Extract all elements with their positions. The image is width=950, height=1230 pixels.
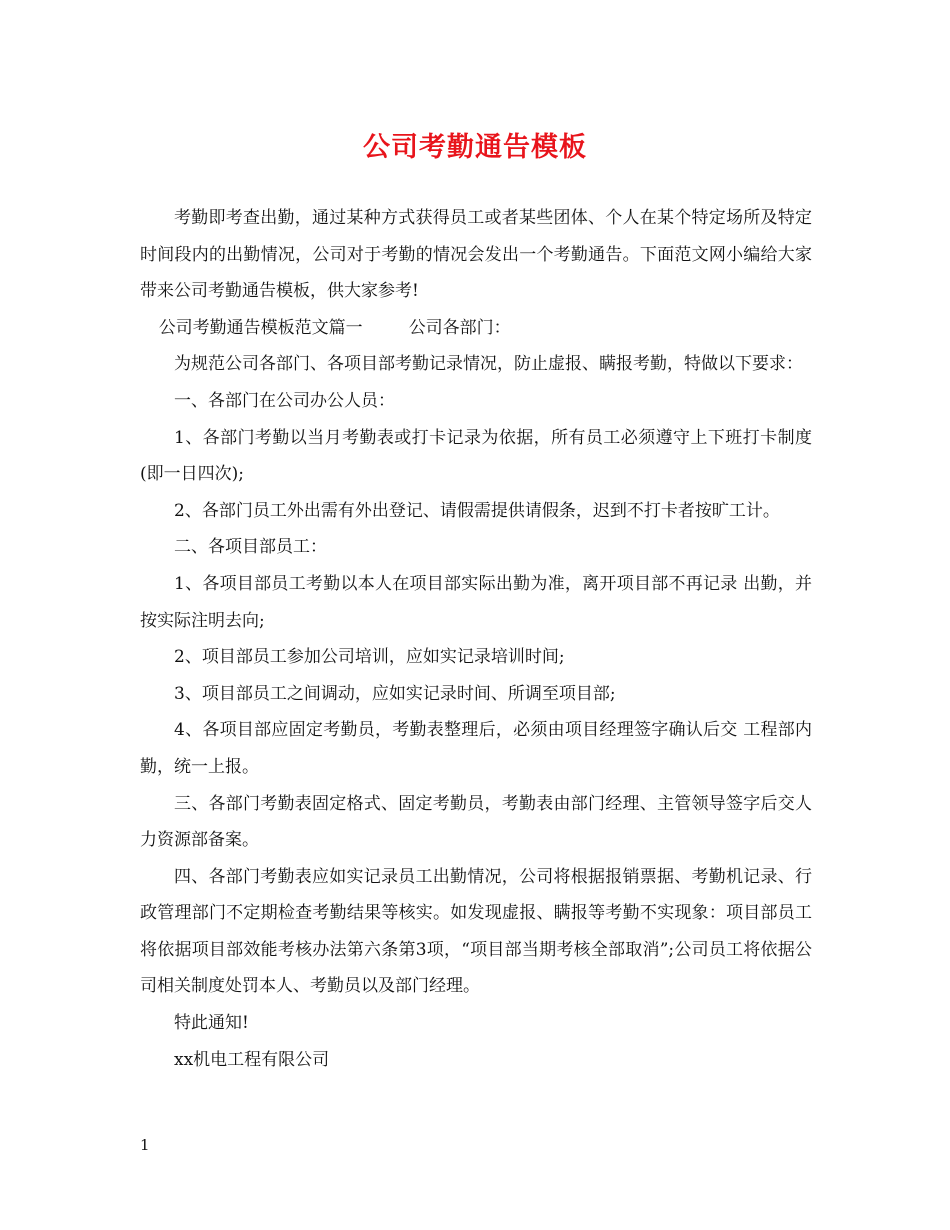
- paragraph: 四、各部门考勤表应如实记录员工出勤情况，公司将根据报销票据、考勤机记录、行政管理部门不定期检查考勤结果等核实。如发现虚报、瞒报等考勤不实现象：项目部员工将依据项目部效能考核办法第六条第3项，“项目部当期考核全部取消”;公司员工将依据公司相关制度处罚本人、考勤员以及部门经理。: [140, 866, 812, 997]
- section-heading-line: [140, 310, 812, 347]
- paragraph: 为规范公司各部门、各项目部考勤记录情况，防止虚报、瞒报考勤，特做以下要求：: [174, 354, 803, 375]
- section-title: 公司考勤通告模板范文篇一: [158, 317, 363, 338]
- paragraph: 二、各项目部员工：: [174, 537, 327, 558]
- paragraph: 一、各部门在公司办公人员：: [174, 390, 395, 411]
- paragraph: 2、项目部员工参加公司培训，应如实记录培训时间;: [174, 647, 565, 668]
- paragraph: 三、各部门考勤表固定格式、固定考勤员，考勤表由部门经理、主管领导签字后交人力资源部备案。: [140, 793, 812, 851]
- closing-notice: 特此通知!: [174, 1013, 249, 1034]
- paragraph: 1、各项目部员工考勤以本人在项目部实际出勤为准，离开项目部不再记录 出勤，并按实际注明去向;: [140, 573, 812, 631]
- paragraph: 3、项目部员工之间调动，应如实记录时间、所调至项目部;: [174, 683, 616, 704]
- paragraph: 2、各部门员工外出需有外出登记、请假需提供请假条，迟到不打卡者按旷工计。: [174, 500, 780, 521]
- company-signature: xx机电工程有限公司: [174, 1049, 330, 1070]
- paragraph: 4、各项目部应固定考勤员，考勤表整理后，必须由项目经理签字确认后交 工程部内勤，统一上报。: [140, 720, 812, 777]
- document-title: 公司考勤通告模板: [363, 132, 587, 163]
- paragraph: 1、各部门考勤以当月考勤表或打卡记录为依据，所有员工必须遵守上下班打卡制度(即一日四次);: [140, 427, 812, 485]
- page-number: 1: [140, 1136, 150, 1154]
- document-body: [140, 200, 812, 1078]
- salutation: 公司各部门：: [408, 317, 511, 338]
- intro-paragraph: 考勤即考查出勤，通过某种方式获得员工或者某些团体、个人在某个特定场所及特定时间段内的出勤情况，公司对于考勤的情况会发出一个考勤通告。下面范文网小编给大家带来公司考勤通告模板，供大家参考!: [140, 208, 812, 302]
